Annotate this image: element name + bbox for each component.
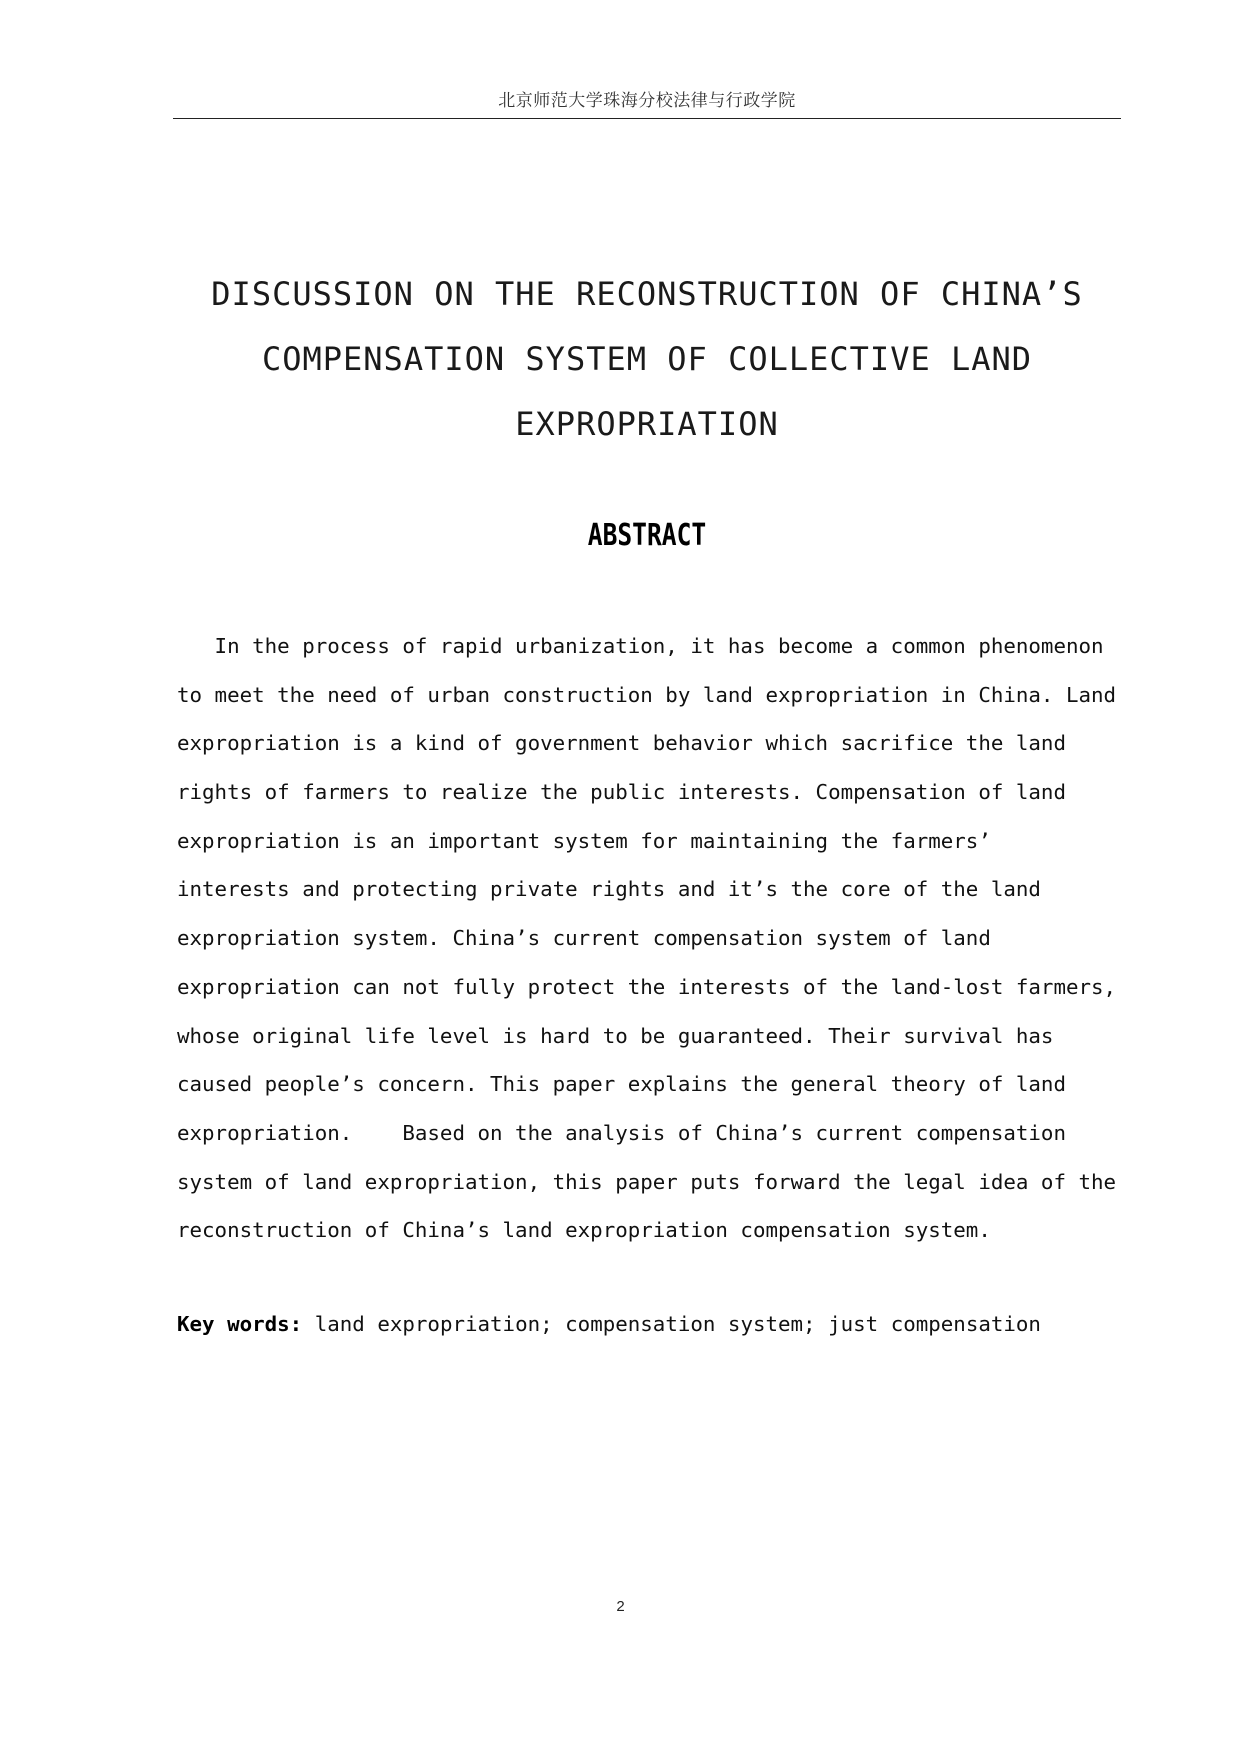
title-line: EXPROPRIATION: [515, 405, 779, 443]
abstract-line: to meet the need of urban construction by land expropriation in China. Land: [177, 682, 1117, 707]
header-rule: [173, 118, 1121, 119]
abstract-body: [177, 622, 1117, 1255]
abstract-line: caused people’s concern. This paper explains the general theory of land: [177, 1072, 1066, 1097]
abstract-line: system of land expropriation, this paper puts forward the legal idea of the: [177, 1169, 1117, 1194]
abstract-line: expropriation. Based on the analysis of China’s current compensation: [177, 1120, 1066, 1145]
keywords-text: land expropriation; compensation system; just compensation: [302, 1312, 1041, 1336]
keywords-label: Key words:: [177, 1312, 303, 1336]
abstract-line: rights of farmers to realize the public interests. Compensation of land: [177, 780, 1066, 805]
abstract-heading: ABSTRACT: [587, 518, 707, 553]
abstract-line: In the process of rapid urbanization, it has become a common phenomenon: [177, 634, 1104, 658]
page-number: 2: [616, 1598, 625, 1615]
abstract-line: expropriation is an important system for maintaining the farmers’: [177, 828, 991, 853]
abstract-line: expropriation can not fully protect the interests of the land-lost farmers,: [177, 974, 1117, 999]
abstract-line: expropriation is a kind of government behavior which sacrifice the land: [177, 731, 1066, 756]
title-line: DISCUSSION ON THE RECONSTRUCTION OF CHINA’S: [211, 275, 1083, 313]
thesis-title: [173, 262, 1121, 457]
abstract-line: expropriation system. China’s current compensation system of land: [177, 926, 991, 951]
title-line: COMPENSATION SYSTEM OF COLLECTIVE LAND: [261, 340, 1033, 378]
abstract-line: interests and protecting private rights and it’s the core of the land: [177, 877, 1041, 902]
abstract-line: whose original life level is hard to be guaranteed. Their survival has: [177, 1023, 1054, 1048]
abstract-line: reconstruction of China’s land expropriation compensation system.: [177, 1218, 991, 1243]
keywords-line: [177, 1300, 1117, 1348]
running-header: 北京师范大学珠海分校法律与行政学院: [498, 91, 796, 111]
